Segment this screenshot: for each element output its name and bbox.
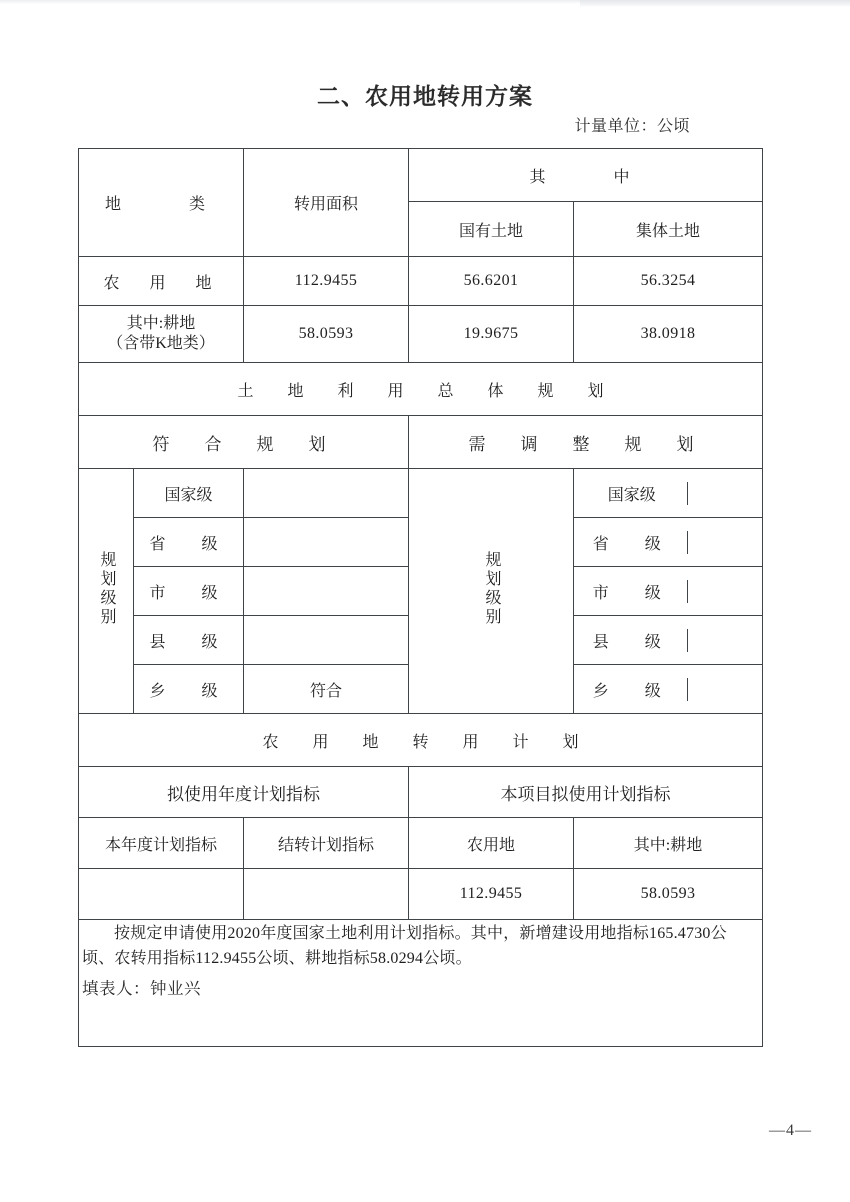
conversion-plan-group-header-row	[79, 767, 763, 818]
conversion-plan-agricultural-land-header: 农用地	[409, 818, 574, 869]
plan-level-name-right-municipal-text: 市 级	[592, 584, 671, 602]
plan-group-adjust-title	[409, 416, 763, 469]
plan-level-name-left-township	[134, 665, 244, 714]
header-land-type	[79, 149, 244, 257]
conversion-plan-values-row	[79, 869, 763, 920]
land-conversion-table	[78, 148, 763, 1047]
measurement-unit-label: 计量单位：公顷	[574, 118, 690, 135]
plan-level-name-left-township-text: 乡 级	[149, 682, 228, 700]
conversion-plan-agricultural-land-value[interactable]: 112.9455	[409, 869, 574, 920]
row-cultivated-land-collective: 38.0918	[574, 306, 763, 363]
plan-level-side-label-right	[409, 469, 574, 714]
plan-level-value-left-township[interactable]: 符合	[244, 665, 409, 714]
conversion-plan-carryover-value[interactable]	[244, 869, 409, 920]
page-title: 二、农用地转用方案	[317, 83, 533, 109]
plan-level-value-left-municipal[interactable]	[244, 567, 409, 616]
conversion-plan-band-row	[79, 714, 763, 767]
form-filler-label: 填表人：钟业兴	[82, 979, 201, 998]
plan-level-value-right-provincial[interactable]	[687, 531, 759, 554]
plan-level-name-right-national: 国家级	[577, 482, 687, 505]
plan-level-right-township-cell	[574, 665, 763, 714]
conversion-plan-project-group-header-text: 本项目拟使用计划指标	[500, 784, 671, 804]
plan-level-value-right-township[interactable]	[687, 678, 759, 701]
conversion-plan-current-year-header: 本年度计划指标	[79, 818, 244, 869]
conversion-plan-current-year-value[interactable]	[79, 869, 244, 920]
conversion-plan-annual-group-header	[79, 767, 409, 818]
plan-level-side-label-left	[79, 469, 134, 714]
plan-level-right-county-cell	[574, 616, 763, 665]
plan-level-value-right-municipal[interactable]	[687, 580, 759, 603]
plan-level-name-left-provincial-text: 省 级	[149, 535, 228, 553]
conversion-plan-band-label: 农 用 地 转 用 计 划	[79, 714, 763, 767]
conversion-plan-carryover-header: 结转计划指标	[244, 818, 409, 869]
plan-level-right-municipal-cell	[574, 567, 763, 616]
conversion-plan-subheader-row	[79, 818, 763, 869]
plan-group-adjust-title-text: 需 调 整 规 划	[468, 434, 703, 454]
plan-level-name-right-municipal	[577, 580, 687, 603]
plan-level-name-left-provincial	[134, 518, 244, 567]
plan-level-right-national-cell	[574, 469, 763, 518]
row-agricultural-land-collective: 56.3254	[574, 257, 763, 306]
page-number: —4—	[769, 1122, 812, 1139]
plan-level-side-label-right-text: 规划级别	[483, 550, 501, 627]
row-cultivated-land-converted-area: 58.0593	[244, 306, 409, 363]
plan-group-conforming-title-text: 符 合 规 划	[152, 434, 335, 454]
header-converted-area-label: 转用面积	[294, 196, 359, 213]
row-agricultural-land-state-owned: 56.6201	[409, 257, 574, 306]
table-row	[79, 257, 763, 306]
overall-plan-band-label: 土 地 利 用 总 体 规 划	[79, 363, 763, 416]
plan-level-name-left-municipal-text: 市 级	[149, 584, 228, 602]
plan-level-name-left-national: 国家级	[134, 469, 244, 518]
plan-level-name-left-county-text: 县 级	[149, 633, 228, 651]
header-collective-land-label: 集体土地	[636, 222, 701, 240]
plan-level-name-right-township	[577, 678, 687, 701]
plan-level-name-left-municipal	[134, 567, 244, 616]
row-cultivated-land-label-line2: （含带K地类）	[107, 335, 215, 352]
note-text: 按规定申请使用2020年度国家土地利用计划指标。其中，新增建设用地指标165.4730公顷、农转用指标112.9455公顷、耕地指标58.0294公顷。	[82, 925, 727, 967]
table-header-row-1	[79, 149, 763, 202]
plan-level-value-right-county[interactable]	[687, 629, 759, 652]
header-among-which	[409, 149, 763, 202]
plan-level-name-right-county	[577, 629, 687, 652]
header-converted-area	[244, 149, 409, 257]
plan-level-right-provincial-cell	[574, 518, 763, 567]
plan-level-row-national	[79, 469, 763, 518]
row-cultivated-land-state-owned: 19.9675	[409, 306, 574, 363]
row-cultivated-land-label	[79, 306, 244, 363]
conversion-plan-cultivated-value[interactable]: 58.0593	[574, 869, 763, 920]
row-agricultural-land-label	[79, 257, 244, 306]
plan-level-name-right-provincial	[577, 531, 687, 554]
conversion-plan-annual-group-header-text: 拟使用年度计划指标	[167, 784, 320, 804]
plan-level-value-right-national[interactable]	[687, 482, 759, 505]
plan-level-name-right-provincial-text: 省 级	[592, 535, 671, 553]
row-cultivated-land-label-line1: 其中:耕地	[126, 315, 196, 332]
row-agricultural-land-label-text: 农 用 地	[103, 274, 219, 292]
plan-level-name-right-county-text: 县 级	[592, 633, 671, 651]
plan-level-name-left-county	[134, 616, 244, 665]
header-state-owned-land-label: 国有土地	[459, 222, 524, 240]
header-among-which-label: 其 中	[529, 168, 642, 186]
overall-plan-band-row	[79, 363, 763, 416]
header-land-type-label: 地 类	[105, 196, 218, 213]
plan-level-value-left-provincial[interactable]	[244, 518, 409, 567]
plan-group-title-row	[79, 416, 763, 469]
plan-group-conforming-title	[79, 416, 409, 469]
plan-level-value-left-national[interactable]	[244, 469, 409, 518]
plan-level-name-right-township-text: 乡 级	[592, 682, 671, 700]
plan-level-value-left-county[interactable]	[244, 616, 409, 665]
row-agricultural-land-converted-area: 112.9455	[244, 257, 409, 306]
conversion-plan-project-group-header	[409, 767, 763, 818]
table-row	[79, 306, 763, 363]
conversion-plan-cultivated-header: 其中:耕地	[574, 818, 763, 869]
plan-level-side-label-left-text: 规划级别	[98, 550, 115, 627]
header-state-owned-land	[409, 202, 574, 257]
header-collective-land	[574, 202, 763, 257]
